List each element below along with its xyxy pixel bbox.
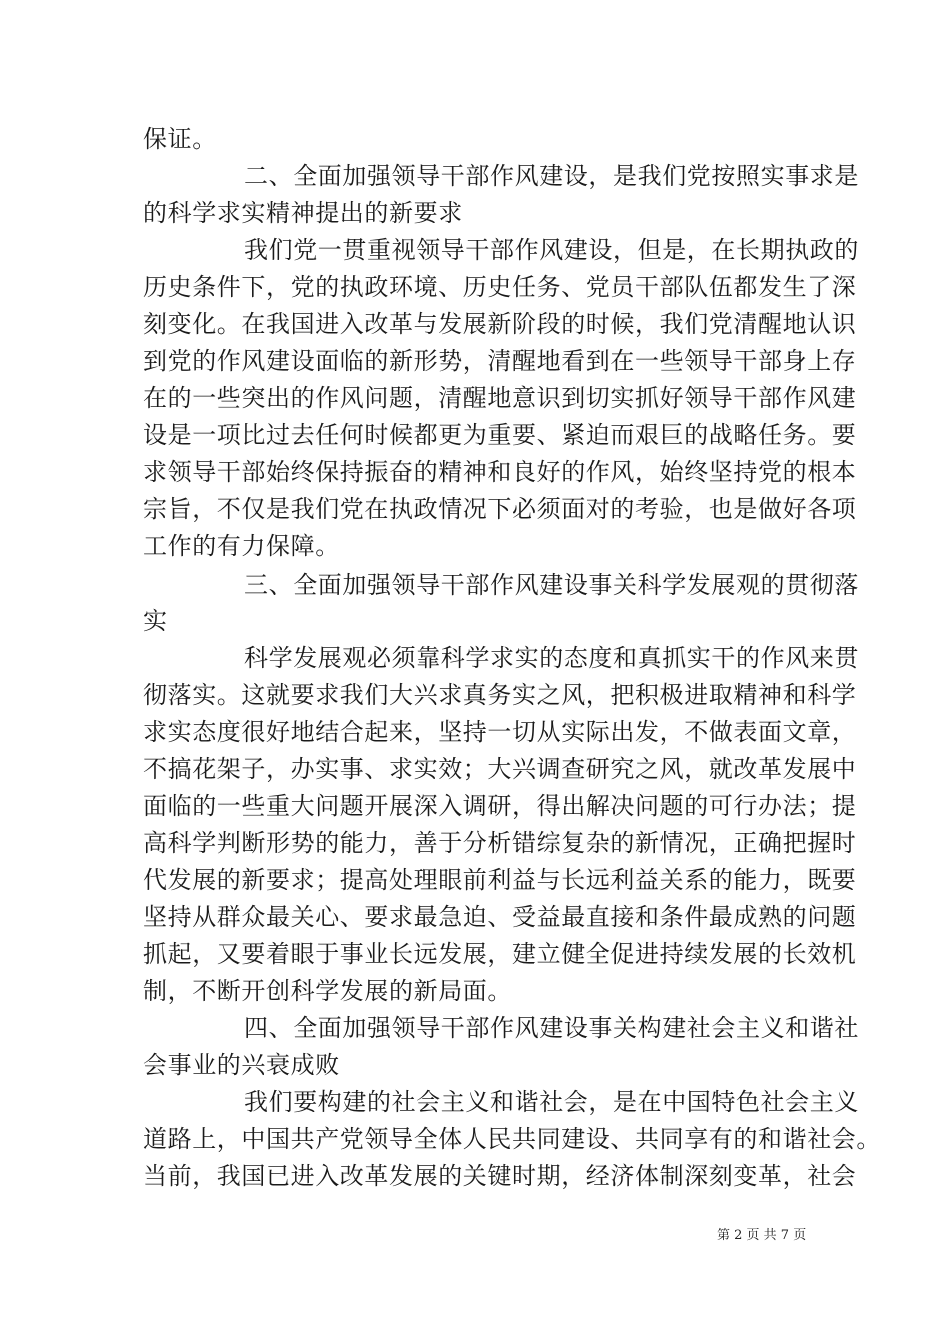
text-line: 彻落实。这就要求我们大兴求真务实之风，把积极进取精神和科学 bbox=[143, 681, 857, 709]
section-heading-2-cont: 的科学求实精神提出的新要求 bbox=[143, 199, 463, 227]
text-line: 道路上，中国共产党领导全体人民共同建设、共同享有的和谐社会。 bbox=[143, 1125, 881, 1153]
text-line: 面临的一些重大问题开展深入调研，得出解决问题的可行办法；提 bbox=[143, 792, 857, 820]
section-heading-3-cont: 实 bbox=[143, 607, 168, 635]
text-line: 刻变化。在我国进入改革与发展新阶段的时候，我们党清醒地认识 bbox=[143, 310, 857, 338]
text-line: 求实态度很好地结合起来，坚持一切从实际出发，不做表面文章， bbox=[143, 718, 857, 746]
text-line: 代发展的新要求；提高处理眼前利益与长远利益关系的能力，既要 bbox=[143, 866, 857, 894]
text-line: 保证。 bbox=[143, 125, 217, 153]
text-line: 宗旨，不仅是我们党在执政情况下必须面对的考验，也是做好各项 bbox=[143, 495, 857, 523]
text-line: 求领导干部始终保持振奋的精神和良好的作风，始终坚持党的根本 bbox=[143, 458, 857, 486]
text-line: 历史条件下，党的执政环境、历史任务、党员干部队伍都发生了深 bbox=[143, 273, 857, 301]
section-heading-2: 二、全面加强领导干部作风建设，是我们党按照实事求是 bbox=[244, 162, 859, 190]
section-heading-3: 三、全面加强领导干部作风建设事关科学发展观的贯彻落 bbox=[244, 571, 859, 599]
text-line: 坚持从群众最关心、要求最急迫、受益最直接和条件最成熟的问题 bbox=[143, 903, 857, 931]
text-line: 我们党一贯重视领导干部作风建设，但是，在长期执政的 bbox=[244, 236, 859, 264]
section-heading-4: 四、全面加强领导干部作风建设事关构建社会主义和谐社 bbox=[244, 1014, 859, 1042]
text-line: 高科学判断形势的能力，善于分析错综复杂的新情况，正确把握时 bbox=[143, 829, 857, 857]
text-line: 制，不断开创科学发展的新局面。 bbox=[143, 977, 512, 1005]
text-line: 我们要构建的社会主义和谐社会，是在中国特色社会主义 bbox=[244, 1088, 859, 1116]
text-line: 当前，我国已进入改革发展的关键时期，经济体制深刻变革，社会 bbox=[143, 1162, 857, 1190]
page-number: 第 2 页 共 7 页 bbox=[717, 1228, 807, 1243]
text-line: 到党的作风建设面临的新形势，清醒地看到在一些领导干部身上存 bbox=[143, 347, 857, 375]
section-heading-4-cont: 会事业的兴衰成败 bbox=[143, 1051, 340, 1079]
text-line: 设是一项比过去任何时候都更为重要、紧迫而艰巨的战略任务。要 bbox=[143, 421, 857, 449]
text-line: 在的一些突出的作风问题，清醒地意识到切实抓好领导干部作风建 bbox=[143, 384, 857, 412]
text-line: 工作的有力保障。 bbox=[143, 532, 340, 560]
text-line: 不搞花架子，办实事、求实效；大兴调查研究之风，就改革发展中 bbox=[143, 755, 857, 783]
text-line: 科学发展观必须靠科学求实的态度和真抓实干的作风来贯 bbox=[244, 644, 859, 672]
text-line: 抓起，又要着眼于事业长远发展，建立健全促进持续发展的长效机 bbox=[143, 940, 857, 968]
